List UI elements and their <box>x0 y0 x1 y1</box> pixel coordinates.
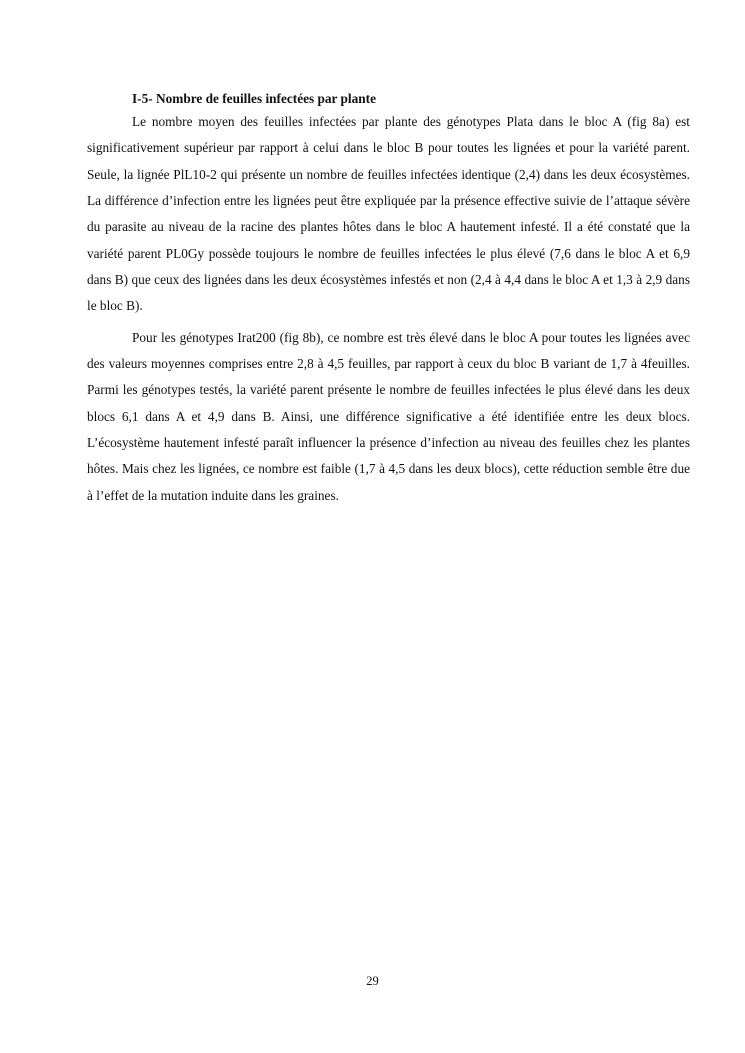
paragraph-irat200: Pour les génotypes Irat200 (fig 8b), ce nombre est très élevé dans le bloc A pour toutes les lignées avec des valeurs moyennes comprises entre 2,8 à 4,5 feuilles, par rapport à ceux du bloc B variant de 1,7 à 4feuilles. Parmi les génotypes testés, la variété parent présente le nombre de feuilles infectées le plus élevé dans les deux blocs 6,1 dans A et 4,9 dans B. Ainsi, une différence significative a été identifiée entre les deux blocs. L’écosystème hautement infesté paraît influencer la présence d’infection au niveau des feuilles chez les plantes hôtes. Mais chez les lignées, ce nombre est faible (1,7 à 4,5 dans les deux blocs), cette réduction semble être due à l’effet de la mutation induite dans les graines. <box>87 329 690 503</box>
document-body <box>87 86 690 509</box>
paragraph-plata: Le nombre moyen des feuilles infectées par plante des génotypes Plata dans le bloc A (fig 8a) est significativement supérieur par rapport à celui dans le bloc B pour toutes les lignées et pour la variété parent. Seule, la lignée PlL10-2 qui présente un nombre de feuilles infectées identique (2,4) dans les deux écosystèmes. La différence d’infection entre les lignées peut être expliquée par la présence effective suivie de l’attaque sévère du parasite au niveau de la racine des plantes hôtes dans le bloc A hautement infesté. Il a été constaté que la variété parent PL0Gy possède toujours le nombre de feuilles infectées le plus élevé (7,6 dans le bloc A et 6,9 dans B) que ceux des lignées dans les deux écosystèmes infestés et non (2,4 à 4,4 dans le bloc A et 1,3 à 2,9 dans le bloc B). <box>87 114 690 314</box>
page-number: 29 <box>366 974 379 988</box>
section-heading: I-5- Nombre de feuilles infectées par plante <box>132 91 376 106</box>
